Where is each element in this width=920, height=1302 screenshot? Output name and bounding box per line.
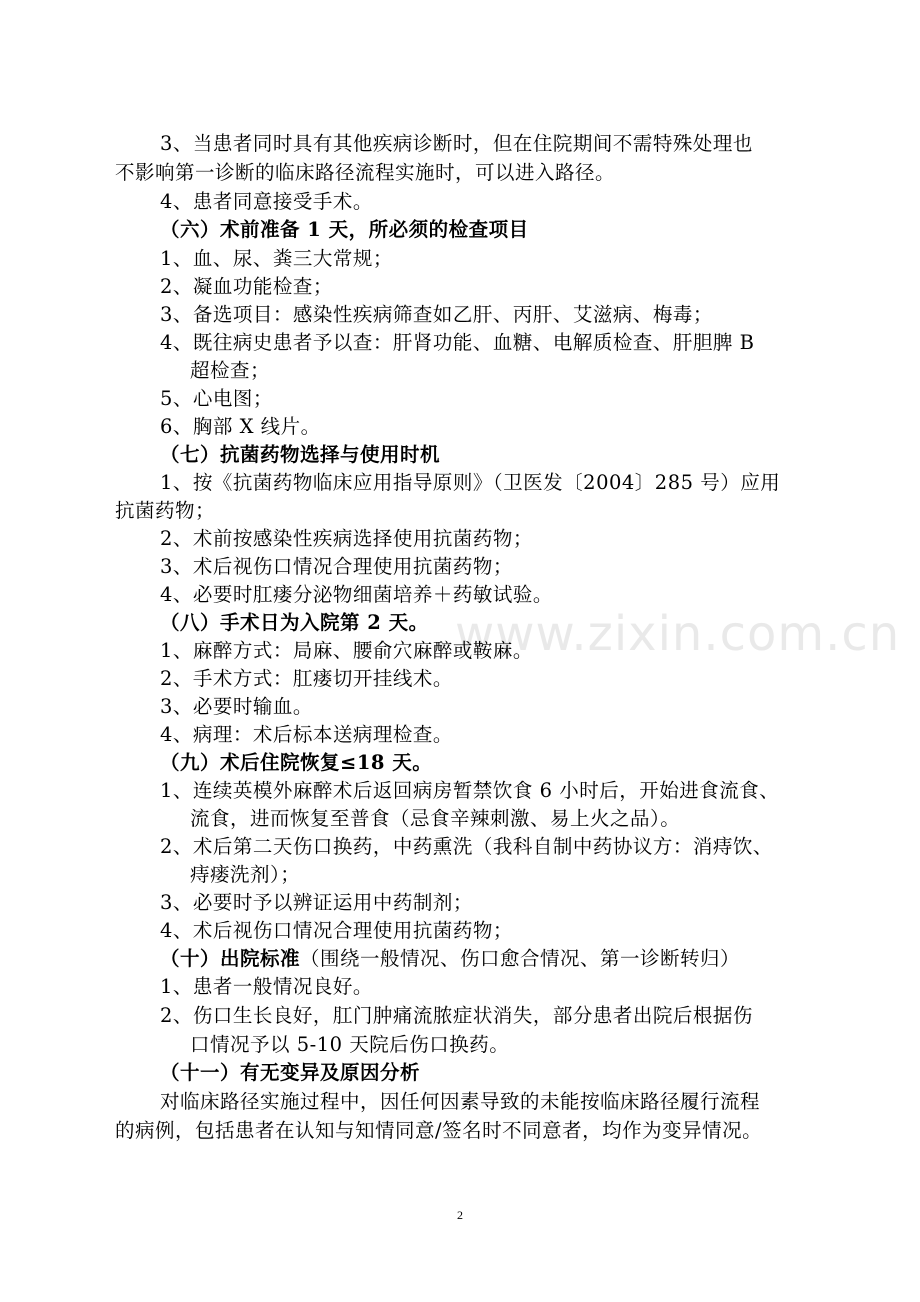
list-item: 1、按《抗菌药物临床应用指导原则》（卫医发〔2004〕285 号）应用 xyxy=(160,471,781,494)
list-item: 2、伤口生长良好，肛门肿痛流脓症状消失，部分患者出院后根据伤 xyxy=(160,1004,753,1027)
section-heading-title: （十）出院标准 xyxy=(160,947,301,970)
list-item-continuation: 口情况予以 5-10 天院后伤口换药。 xyxy=(190,1033,510,1056)
section-heading-note: （围绕一般情况、伤口愈合情况、第一诊断转归） xyxy=(300,947,741,970)
list-item: 1、麻醉方式：局麻、腰俞穴麻醉或鞍麻。 xyxy=(160,639,533,662)
list-item: 1、患者一般情况良好。 xyxy=(160,975,373,998)
list-item: 3、必要时予以辨证运用中药制剂； xyxy=(160,891,473,914)
list-item: 2、术前按感染性疾病选择使用抗菌药物； xyxy=(160,527,533,550)
paragraph-line: 的病例，包括患者在认知与知情同意/签名时不同意者，均作为变异情况。 xyxy=(115,1119,763,1142)
watermark: www.zixin.com.cn xyxy=(455,606,901,662)
section-heading: （七）抗菌药物选择与使用时机 xyxy=(160,443,441,466)
list-item: 1、连续英模外麻醉术后返回病房暂禁饮食 6 小时后，开始进食流食、 xyxy=(160,779,780,802)
paragraph-line: 3、当患者同时具有其他疾病诊断时，但在住院期间不需特殊处理也 xyxy=(160,132,753,155)
list-item: 4、既往病史患者予以查：肝肾功能、血糖、电解质检查、肝胆脾 B xyxy=(160,331,755,354)
list-item: 2、手术方式：肛瘘切开挂线术。 xyxy=(160,667,453,690)
list-item: 4、术后视伤口情况合理使用抗菌药物； xyxy=(160,919,513,942)
list-item: 4、必要时肛瘘分泌物细菌培养＋药敏试验。 xyxy=(160,583,553,606)
paragraph-line: 4、患者同意接受手术。 xyxy=(160,190,373,213)
page-number: 2 xyxy=(457,1208,463,1222)
list-item: 2、凝血功能检查； xyxy=(160,275,333,298)
list-item: 1、血、尿、粪三大常规； xyxy=(160,247,393,270)
list-item: 5、心电图； xyxy=(160,387,273,410)
list-item-continuation: 痔瘘洗剂）； xyxy=(190,863,301,886)
paragraph-line: 不影响第一诊断的临床路径流程实施时，可以进入路径。 xyxy=(115,161,616,184)
section-heading: （六）术前准备 1 天，所必须的检查项目 xyxy=(160,218,529,241)
list-item-continuation: 抗菌药物； xyxy=(115,499,216,522)
list-item: 4、病理：术后标本送病理检查。 xyxy=(160,723,453,746)
list-item-continuation: 超检查； xyxy=(190,359,271,382)
list-item: 3、必要时输血。 xyxy=(160,695,313,718)
section-heading: （八）手术日为入院第 2 天。 xyxy=(160,611,429,634)
list-item: 3、术后视伤口情况合理使用抗菌药物； xyxy=(160,555,513,578)
section-heading: （九）术后住院恢复≤18 天。 xyxy=(160,751,433,774)
list-item: 3、备选项目：感染性疾病筛查如乙肝、丙肝、艾滋病、梅毒； xyxy=(160,303,713,326)
list-item: 2、术后第二天伤口换药，中药熏洗（我科自制中药协议方：消痔饮、 xyxy=(160,835,773,858)
list-item: 6、胸部 X 线片。 xyxy=(160,415,321,438)
list-item-continuation: 流食，进而恢复至普食（忌食辛辣刺激、易上火之品）。 xyxy=(190,807,681,830)
section-heading: （十一）有无变异及原因分析 xyxy=(160,1061,421,1084)
section-heading xyxy=(160,944,860,974)
paragraph-line: 对临床路径实施过程中，因任何因素导致的未能按临床路径履行流程 xyxy=(160,1090,761,1113)
